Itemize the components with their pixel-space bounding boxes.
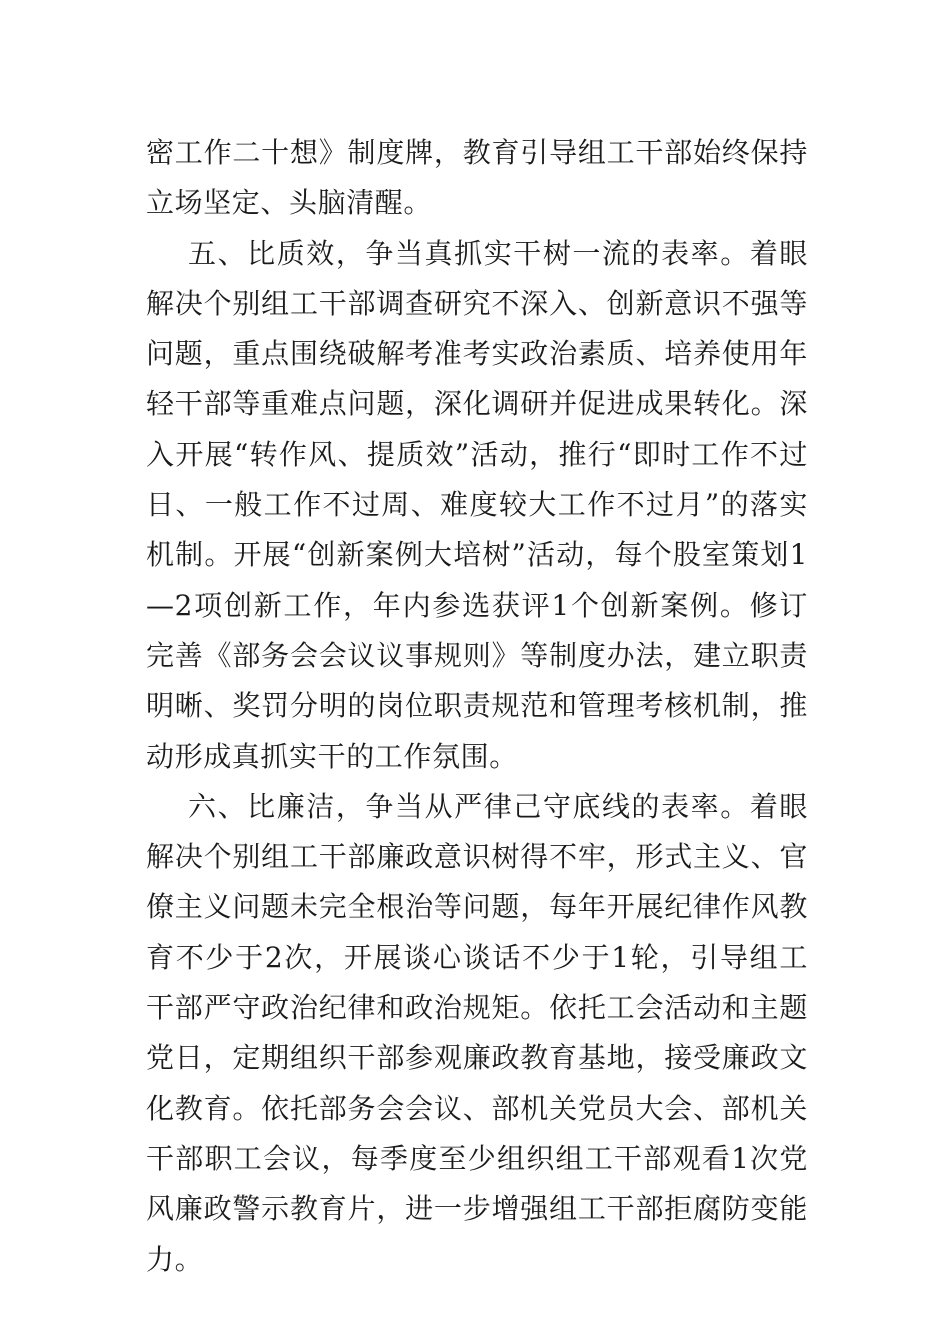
paragraph-section-six: 六、比廉洁，争当从严律己守底线的表率。着眼解决个别组工干部廉政意识树得不牢，形式主义、官僚主义问题未完全根治等问题，每年开展纪律作风教育不少于2次，开展谈心谈话不少于1轮，引导组工干部严守政治纪律和政治规矩。依托工会活动和主题党日，定期组织干部参观廉政教育基地，接受廉政文化教育。依托部务会会议、部机关党员大会、部机关干部职工会议，每季度至少组织组工干部观看1次党风廉政警示教育片，进一步增强组工干部拒腐防变能力。 bbox=[146, 789, 808, 1276]
document-body bbox=[146, 128, 808, 1285]
paragraph-continuation: 密工作二十想》制度牌，教育引导组工干部始终保持立场坚定、头脑清醒。 bbox=[146, 136, 808, 220]
paragraph-section-five: 五、比质效，争当真抓实干树一流的表率。着眼解决个别组工干部调查研究不深入、创新意识不强等问题，重点围绕破解考准考实政治素质、培养使用年轻干部等重难点问题，深化调研并促进成果转化。深入开展“转作风、提质效”活动，推行“即时工作不过日、一般工作不过周、难度较大工作不过月”的落实机制。开展“创新案例大培树”活动，每个股室策划1—2项创新工作，年内参选获评1个创新案例。修订完善《部务会会议议事规则》等制度办法，建立职责明晰、奖罚分明的岗位职责规范和管理考核机制，推动形成真抓实干的工作氛围。 bbox=[146, 236, 808, 773]
